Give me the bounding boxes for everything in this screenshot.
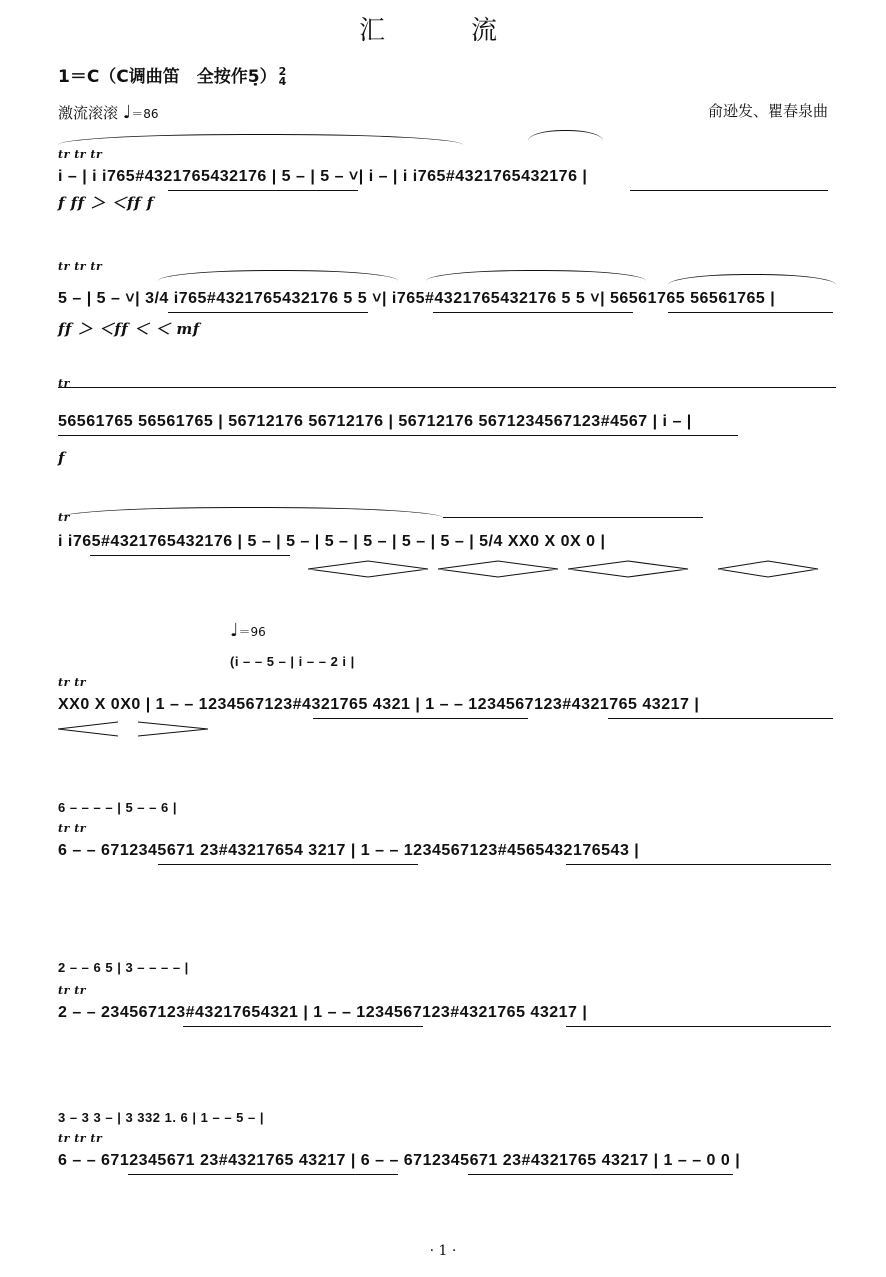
notes-line: XX0 X 0X0 | 1 – – 1234567123#4321765 4321 | 1 – – 1234567123#4321765 43217 | <box>58 696 700 713</box>
trill-marks: tr <box>58 511 70 524</box>
notes-line: 5 – | 5 – ˅| 3/4 i765#4321765432176 5 5 ˅| i765#4321765432176 5 5 ˅| 56561765 56561765 | <box>58 290 776 307</box>
beam <box>313 718 528 719</box>
time-signature <box>279 67 287 87</box>
slur <box>58 507 443 518</box>
beam <box>158 864 418 865</box>
notes-line: 6 – – 6712345671 23#43217654 3217 | 1 – – 1234567123#4565432176543 | <box>58 842 640 859</box>
tempo-marking <box>58 102 159 123</box>
time-sig-top: 2 <box>278 65 287 78</box>
trill-marks: tr tr <box>58 676 87 689</box>
system-4 <box>58 495 836 585</box>
beam <box>168 312 368 313</box>
dynamics-line: f ff ＞ ＜ff f <box>58 194 154 212</box>
upper-part: 3 – 3 3 – | 3 332 1. 6 | 1 – – 5 – | <box>58 1110 264 1125</box>
beam <box>468 1174 733 1175</box>
hairpins <box>308 559 828 579</box>
system-3 <box>58 375 836 475</box>
upper-part: (i – – 5 – | i – – 2 i | <box>230 654 355 669</box>
system-5 <box>58 620 836 740</box>
system-2 <box>58 260 836 340</box>
dynamics-line: ff ＞ ＜ff ＜ ＜ mf <box>58 320 200 338</box>
page-number: · 1 · <box>429 1243 457 1259</box>
slur <box>58 134 463 145</box>
system-7 <box>58 960 836 1070</box>
notes-line: 2 – – 234567123#43217654321 | 1 – – 1234567123#4321765 43217 | <box>58 1004 588 1021</box>
beam <box>433 312 633 313</box>
beam <box>566 864 831 865</box>
notes-line: 6 – – 6712345671 23#4321765 43217 | 6 – – 6712345671 23#4321765 43217 | 1 – – 0 0 | <box>58 1152 741 1169</box>
upper-part: 6 – – – – | 5 – – 6 | <box>58 800 177 815</box>
quarter-note-icon: ♩ <box>230 620 239 641</box>
dynamics-line: f <box>58 449 65 467</box>
beam <box>183 1026 423 1027</box>
beam <box>168 190 358 191</box>
tempo-96 <box>230 620 266 641</box>
beam <box>90 555 290 556</box>
metronome-value: ＝96 <box>238 625 266 639</box>
composer: 俞逊发、瞿春泉曲 <box>707 102 828 120</box>
slur <box>668 274 836 285</box>
beam <box>668 312 833 313</box>
slur <box>528 130 603 141</box>
time-sig-bottom: 4 <box>278 75 287 88</box>
trill-marks: tr tr tr <box>58 260 103 273</box>
slur <box>443 517 703 528</box>
notes-line: 56561765 56561765 | 56712176 56712176 | 56712176 5671234567123#4567 | i – | <box>58 413 692 430</box>
key-text: 1＝C（C调曲笛 全按作5̣） <box>58 67 277 87</box>
trill-marks: tr tr <box>58 822 87 835</box>
system-8 <box>58 1110 836 1220</box>
notes-line: i i765#4321765432176 | 5 – | 5 – | 5 – | 5 – | 5 – | 5 – | 5/4 XX0 X 0X 0 | <box>58 533 606 550</box>
upper-part: 2 – – 6 5 | 3 – – – – | <box>58 960 189 975</box>
beam <box>566 1026 831 1027</box>
notes-line: i – | i i765#4321765432176 | 5 – | 5 – ˅| i – | i i765#4321765432176 | <box>58 168 588 185</box>
tempo-text: 激流滚滚 <box>58 104 119 122</box>
system-1 <box>58 130 836 210</box>
quarter-note-icon: ♩ <box>122 102 132 123</box>
metronome-value: ＝86 <box>131 107 159 121</box>
beam <box>58 435 738 436</box>
key-signature <box>58 62 286 87</box>
trill-marks: tr tr <box>58 984 87 997</box>
system-6 <box>58 800 836 910</box>
beam <box>128 1174 398 1175</box>
hairpins <box>58 720 218 738</box>
slur <box>58 387 836 398</box>
beam <box>608 718 833 719</box>
trill-marks: tr <box>58 377 70 390</box>
trill-marks: tr tr tr <box>58 148 103 161</box>
slur <box>426 270 646 281</box>
trill-marks: tr tr tr <box>58 1132 103 1145</box>
score-title: 汇 流 <box>358 16 527 46</box>
beam <box>630 190 828 191</box>
slur <box>158 270 398 281</box>
